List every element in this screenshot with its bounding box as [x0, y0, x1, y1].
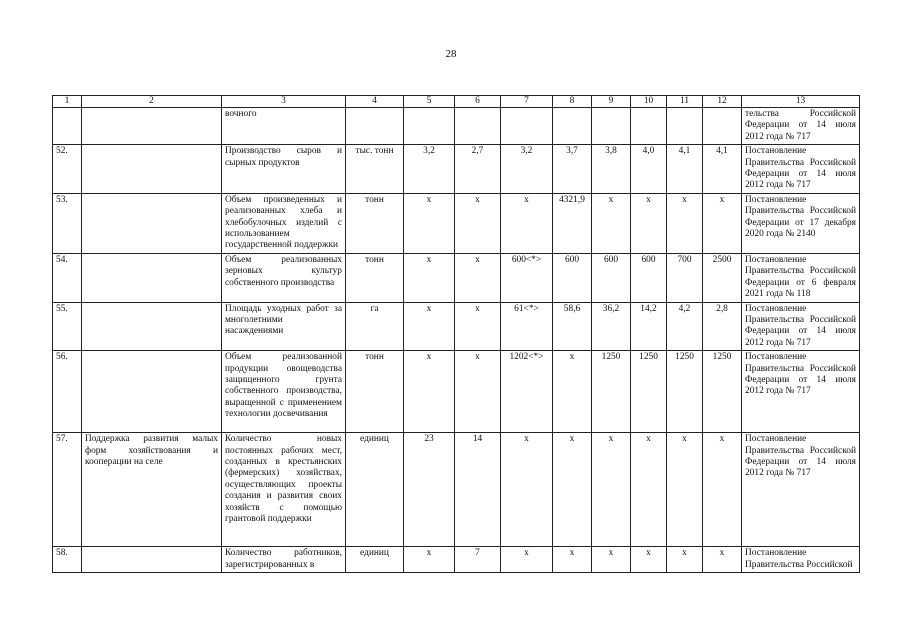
unit-cell: единиц [346, 433, 404, 547]
indicator-cell: Объем реализованных зерновых культур собственного производства [222, 253, 346, 302]
direction-cell [82, 302, 222, 351]
unit-cell: тонн [346, 193, 404, 253]
table-row [53, 547, 860, 573]
value-cell: х [592, 433, 631, 547]
value-cell: х [703, 547, 742, 573]
table-row [53, 351, 860, 433]
unit-cell: тонн [346, 351, 404, 433]
value-cell: х [553, 547, 592, 573]
value-cell: 61<*> [501, 302, 553, 351]
value-cell: х [703, 193, 742, 253]
basis-cell: Постановление Правительства Российской Федерации от 14 июля 2012 года № 717 [742, 302, 860, 351]
column-header: 1 [53, 96, 82, 108]
value-cell: 600 [631, 253, 667, 302]
table-row [53, 193, 860, 253]
value-cell: 4,2 [667, 302, 703, 351]
value-cell: х [631, 193, 667, 253]
row-number-cell [53, 108, 82, 145]
value-cell: х [404, 547, 455, 573]
row-number-cell: 57. [53, 433, 82, 547]
value-cell [631, 108, 667, 145]
value-cell: 600 [592, 253, 631, 302]
value-cell: 600<*> [501, 253, 553, 302]
column-header: 5 [404, 96, 455, 108]
column-header: 6 [455, 96, 501, 108]
column-header: 9 [592, 96, 631, 108]
value-cell: 7 [455, 547, 501, 573]
table-body [53, 96, 860, 573]
indicator-cell: Количество новых постоянных рабочих мест, созданных в крестьянских (фермерских) хозяйствах, осуществляющих проекты создания и развития своих хозяйств с помощью грантовой поддержки [222, 433, 346, 547]
value-cell: х [631, 547, 667, 573]
direction-cell [82, 193, 222, 253]
value-cell: х [667, 193, 703, 253]
value-cell [667, 108, 703, 145]
value-cell [455, 108, 501, 145]
column-header: 3 [222, 96, 346, 108]
row-number-cell: 56. [53, 351, 82, 433]
column-header: 10 [631, 96, 667, 108]
row-number-cell: 55. [53, 302, 82, 351]
value-cell: х [667, 433, 703, 547]
column-header: 4 [346, 96, 404, 108]
page-number: 28 [445, 48, 457, 60]
direction-cell [82, 547, 222, 573]
value-cell: 1250 [667, 351, 703, 433]
value-cell: 1250 [592, 351, 631, 433]
basis-cell: тельства Российской Федерации от 14 июля 2012 года № 717 [742, 108, 860, 145]
value-cell: х [703, 433, 742, 547]
value-cell: х [501, 193, 553, 253]
row-number-cell: 58. [53, 547, 82, 573]
unit-cell [346, 108, 404, 145]
value-cell: х [404, 351, 455, 433]
direction-cell: Поддержка развития малых форм хозяйствования и кооперации на селе [82, 433, 222, 547]
column-header: 13 [742, 96, 860, 108]
value-cell: 58,6 [553, 302, 592, 351]
value-cell: 3,7 [553, 145, 592, 194]
value-cell: х [592, 193, 631, 253]
unit-cell: тыс. тонн [346, 145, 404, 194]
basis-cell: Постановление Правительства Российской Федерации от 6 февраля 2021 года № 118 [742, 253, 860, 302]
indicator-cell: вочного [222, 108, 346, 145]
value-cell: 3,2 [501, 145, 553, 194]
value-cell: х [404, 193, 455, 253]
value-cell: х [631, 433, 667, 547]
value-cell: 4,1 [703, 145, 742, 194]
table-row [53, 108, 860, 145]
value-cell: х [404, 253, 455, 302]
value-cell: 2,8 [703, 302, 742, 351]
row-number-cell: 53. [53, 193, 82, 253]
basis-cell: Постановление Правительства Российской [742, 547, 860, 573]
value-cell: х [667, 547, 703, 573]
value-cell [404, 108, 455, 145]
unit-cell: тонн [346, 253, 404, 302]
value-cell: 4321,9 [553, 193, 592, 253]
value-cell: х [501, 433, 553, 547]
basis-cell: Постановление Правительства Российской Федерации от 14 июля 2012 года № 717 [742, 433, 860, 547]
value-cell [553, 108, 592, 145]
basis-cell: Постановление Правительства Российской Федерации от 17 декабря 2020 года № 2140 [742, 193, 860, 253]
table-row [53, 253, 860, 302]
value-cell: х [592, 547, 631, 573]
value-cell: х [404, 302, 455, 351]
indicator-cell: Объем реализованной продукции овощеводства защищенного грунта собственного производства, выращенной с применением технологии досвечивания [222, 351, 346, 433]
value-cell [501, 108, 553, 145]
indicator-cell: Площадь уходных работ за многолетними насаждениями [222, 302, 346, 351]
value-cell: х [455, 302, 501, 351]
value-cell: 2500 [703, 253, 742, 302]
value-cell: 36,2 [592, 302, 631, 351]
value-cell: 14,2 [631, 302, 667, 351]
row-number-cell: 52. [53, 145, 82, 194]
value-cell: 1250 [703, 351, 742, 433]
value-cell: 1202<*> [501, 351, 553, 433]
direction-cell [82, 253, 222, 302]
value-cell: 4,0 [631, 145, 667, 194]
basis-cell: Постановление Правительства Российской Федерации от 14 июля 2012 года № 717 [742, 145, 860, 194]
direction-cell [82, 108, 222, 145]
value-cell: 14 [455, 433, 501, 547]
value-cell: 4,1 [667, 145, 703, 194]
unit-cell: единиц [346, 547, 404, 573]
value-cell: х [501, 547, 553, 573]
basis-cell: Постановление Правительства Российской Федерации от 14 июля 2012 года № 717 [742, 351, 860, 433]
value-cell: 23 [404, 433, 455, 547]
column-header: 2 [82, 96, 222, 108]
value-cell: 2,7 [455, 145, 501, 194]
value-cell [703, 108, 742, 145]
column-header: 11 [667, 96, 703, 108]
table-row [53, 302, 860, 351]
unit-cell: га [346, 302, 404, 351]
value-cell: х [455, 193, 501, 253]
value-cell: 3,2 [404, 145, 455, 194]
value-cell: 1250 [631, 351, 667, 433]
value-cell: 600 [553, 253, 592, 302]
value-cell: 3,8 [592, 145, 631, 194]
column-header: 12 [703, 96, 742, 108]
indicator-cell: Производство сыров и сырных продуктов [222, 145, 346, 194]
direction-cell [82, 351, 222, 433]
column-header: 8 [553, 96, 592, 108]
indicator-cell: Количество работников, зарегистрированных в [222, 547, 346, 573]
table-row [53, 145, 860, 194]
value-cell: х [455, 351, 501, 433]
value-cell: х [553, 433, 592, 547]
column-header: 7 [501, 96, 553, 108]
header-row [53, 96, 860, 108]
direction-cell [82, 145, 222, 194]
indicators-table [52, 95, 860, 573]
value-cell [592, 108, 631, 145]
value-cell: х [455, 253, 501, 302]
table-row [53, 433, 860, 547]
indicator-cell: Объем произведенных и реализованных хлеба и хлебобулочных изделий с использованием государственной поддержки [222, 193, 346, 253]
value-cell: х [553, 351, 592, 433]
value-cell: 700 [667, 253, 703, 302]
row-number-cell: 54. [53, 253, 82, 302]
